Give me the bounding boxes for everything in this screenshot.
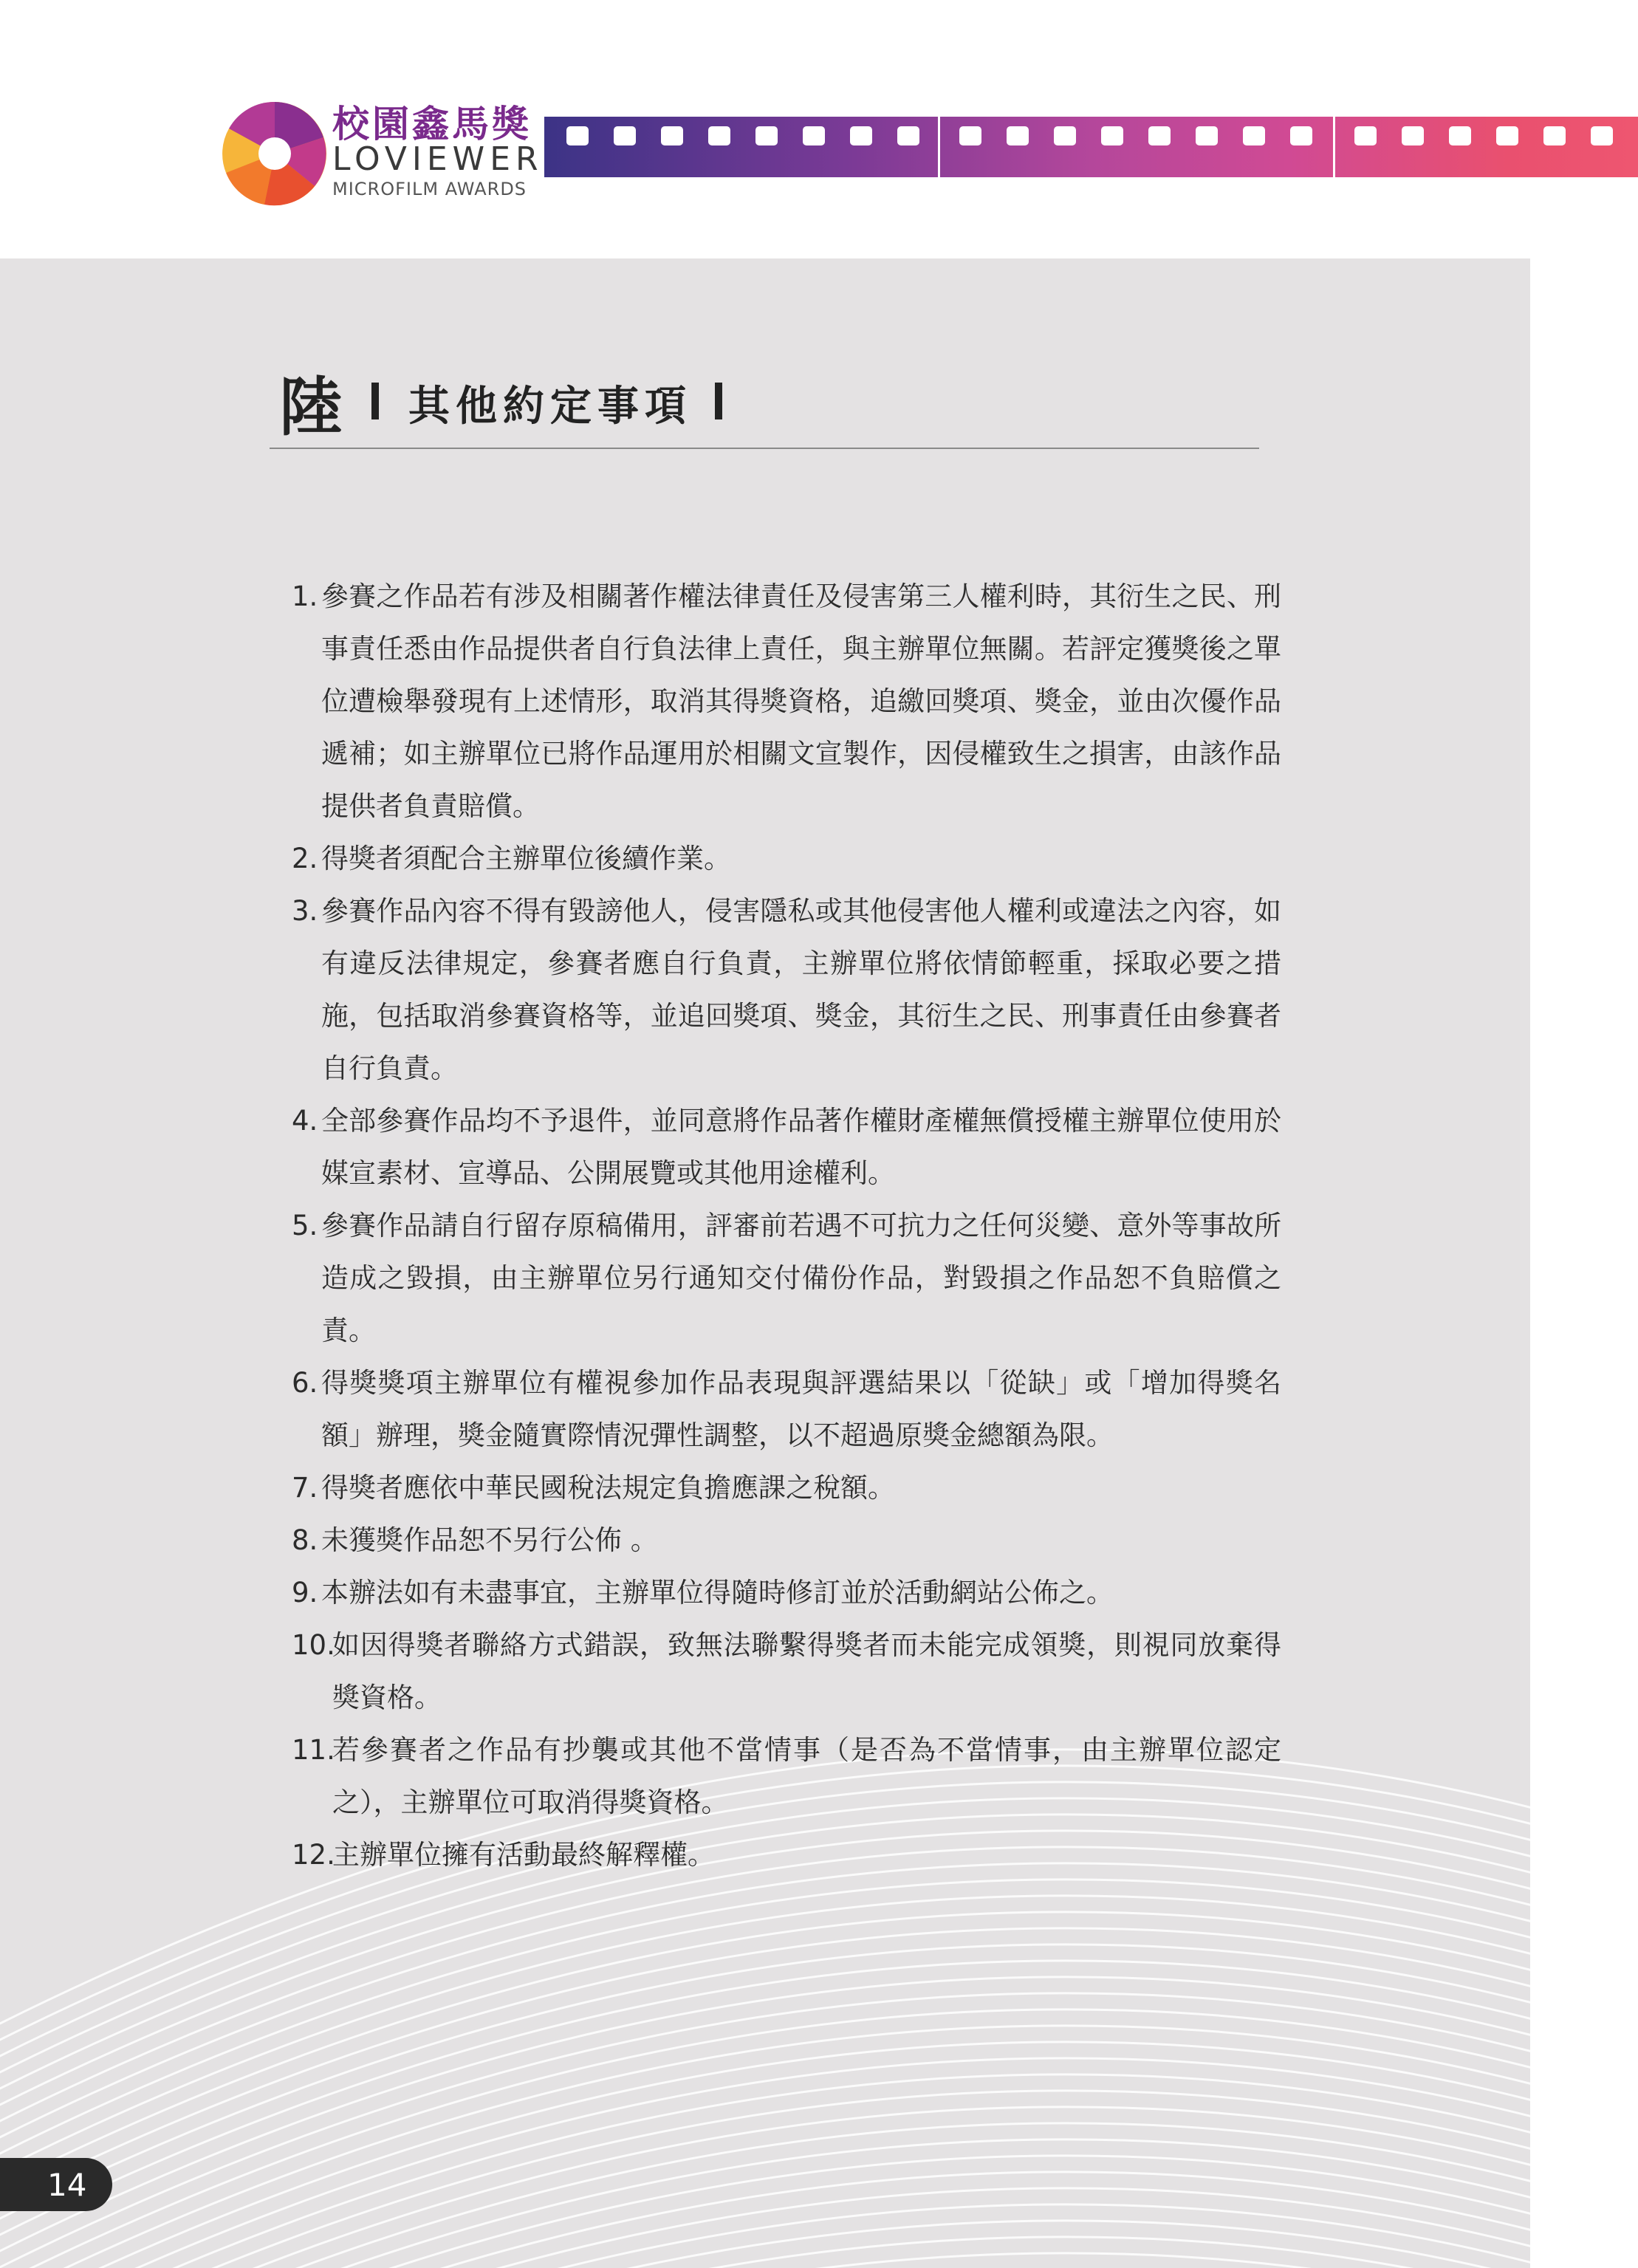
logo-chinese-name: 校園鑫馬獎 — [332, 103, 532, 145]
list-item-number: 7. — [292, 1472, 318, 1504]
film-hole — [708, 126, 730, 145]
film-hole — [1243, 126, 1265, 145]
film-hole — [850, 126, 872, 145]
film-hole — [661, 126, 683, 145]
list-item-text: 得獎者須配合主辦單位後續作業。 — [321, 843, 731, 874]
list-item — [292, 1462, 1281, 1514]
list-item — [292, 570, 1281, 832]
list-item-number: 6. — [292, 1367, 318, 1399]
film-hole — [1101, 126, 1123, 145]
list-item — [292, 1619, 1281, 1724]
list-item — [292, 885, 1281, 1094]
heading-bar-right — [715, 383, 722, 419]
list-item-text: 參賽作品請自行留存原稿備用，評審前若遇不可抗力之任何災變、意外等事故所造成之毀損，由主辦單位另行通知交付備份作品，對毀損之作品恕不負賠償之責。 — [321, 1210, 1281, 1346]
film-hole — [803, 126, 825, 145]
film-frame-separator — [938, 117, 940, 177]
wave-line — [0, 2237, 1530, 2268]
list-item-text: 未獲獎作品恕不另行公佈 。 — [321, 1524, 658, 1556]
logo-aperture-icon — [220, 99, 329, 208]
list-item-number: 5. — [292, 1210, 318, 1241]
logo-english-name: LOVIEWER — [332, 140, 544, 178]
film-hole — [1354, 126, 1377, 145]
film-hole — [755, 126, 778, 145]
list-item — [292, 1724, 1281, 1829]
list-item-number: 12. — [292, 1839, 335, 1871]
list-item — [292, 1514, 1281, 1566]
list-item — [292, 832, 1281, 885]
film-hole — [1449, 126, 1471, 145]
section-number: 陸 — [279, 370, 343, 445]
film-strip-banner — [544, 117, 1638, 177]
list-item-number: 9. — [292, 1577, 318, 1609]
film-hole — [566, 126, 589, 145]
list-item — [292, 1829, 1281, 1881]
list-item — [292, 1199, 1281, 1357]
list-item-number: 3. — [292, 895, 318, 927]
film-hole — [959, 126, 981, 145]
film-hole — [1148, 126, 1171, 145]
section-heading — [279, 356, 1261, 450]
film-hole — [1196, 126, 1218, 145]
logo-subtitle: MICROFILM AWARDS — [332, 179, 527, 199]
logo — [220, 95, 552, 213]
list-item-text: 若參賽者之作品有抄襲或其他不當情事（是否為不當情事，由主辦單位認定之），主辦單位可取消得獎資格。 — [332, 1734, 1281, 1818]
rules-list — [292, 570, 1281, 1881]
film-hole — [1496, 126, 1518, 145]
list-item-number: 11. — [292, 1734, 335, 1766]
list-item — [292, 1566, 1281, 1619]
film-hole — [1591, 126, 1613, 145]
list-item-text: 如因得獎者聯絡方式錯誤，致無法聯繫得獎者而未能完成領獎，則視同放棄得獎資格。 — [332, 1629, 1281, 1713]
page-number-tab — [0, 2158, 112, 2211]
list-item-text: 得獎者應依中華民國稅法規定負擔應課之稅額。 — [321, 1472, 895, 1504]
list-item-text: 得獎獎項主辦單位有權視參加作品表現與評選結果以「從缺」或「增加得獎名額」辦理，獎金隨實際情況彈性調整，以不超過原獎金總額為限。 — [321, 1367, 1281, 1451]
list-item-text: 主辦單位擁有活動最終解釋權。 — [332, 1839, 715, 1871]
film-frame-separator — [1333, 117, 1335, 177]
list-item — [292, 1094, 1281, 1199]
film-hole — [1543, 126, 1566, 145]
list-item — [292, 1357, 1281, 1462]
list-item-number: 8. — [292, 1524, 318, 1556]
heading-divider — [270, 448, 1259, 449]
list-item-text: 參賽之作品若有涉及相關著作權法律責任及侵害第三人權利時，其衍生之民、刑事責任悉由作品提供者自行負法律上責任，與主辦單位無關。若評定獲獎後之單位遭檢舉發現有上述情形，取消其得獎資格，追繳回獎項、獎金，並由次優作品遞補；如主辦單位已將作品運用於相關文宣製作，因侵權致生之損害，由該作品提供者負責賠償。 — [321, 580, 1281, 822]
list-item-number: 1. — [292, 580, 318, 612]
list-item-number: 10. — [292, 1629, 335, 1661]
film-hole — [1290, 126, 1312, 145]
film-hole — [614, 126, 636, 145]
list-item-text: 本辦法如有未盡事宜，主辦單位得隨時修訂並於活動網站公佈之。 — [321, 1577, 1114, 1609]
film-hole — [1054, 126, 1076, 145]
film-hole — [1402, 126, 1424, 145]
film-hole — [1007, 126, 1029, 145]
list-item-number: 4. — [292, 1105, 318, 1137]
heading-bar-left — [371, 383, 379, 419]
list-item-text: 全部參賽作品均不予退件，並同意將作品著作權財產權無償授權主辦單位使用於媒宣素材、宣導品、公開展覽或其他用途權利。 — [321, 1105, 1281, 1189]
list-item-number: 2. — [292, 843, 318, 874]
list-item-text: 參賽作品內容不得有毀謗他人，侵害隱私或其他侵害他人權利或違法之內容，如有違反法律規定，參賽者應自行負責，主辦單位將依情節輕重，採取必要之措施，包括取消參賽資格等，並追回獎項、獎金，其衍生之民、刑事責任由參賽者自行負責。 — [321, 895, 1281, 1084]
page-number: 14 — [47, 2167, 87, 2203]
section-title: 其他約定事項 — [408, 382, 692, 431]
film-hole — [897, 126, 919, 145]
